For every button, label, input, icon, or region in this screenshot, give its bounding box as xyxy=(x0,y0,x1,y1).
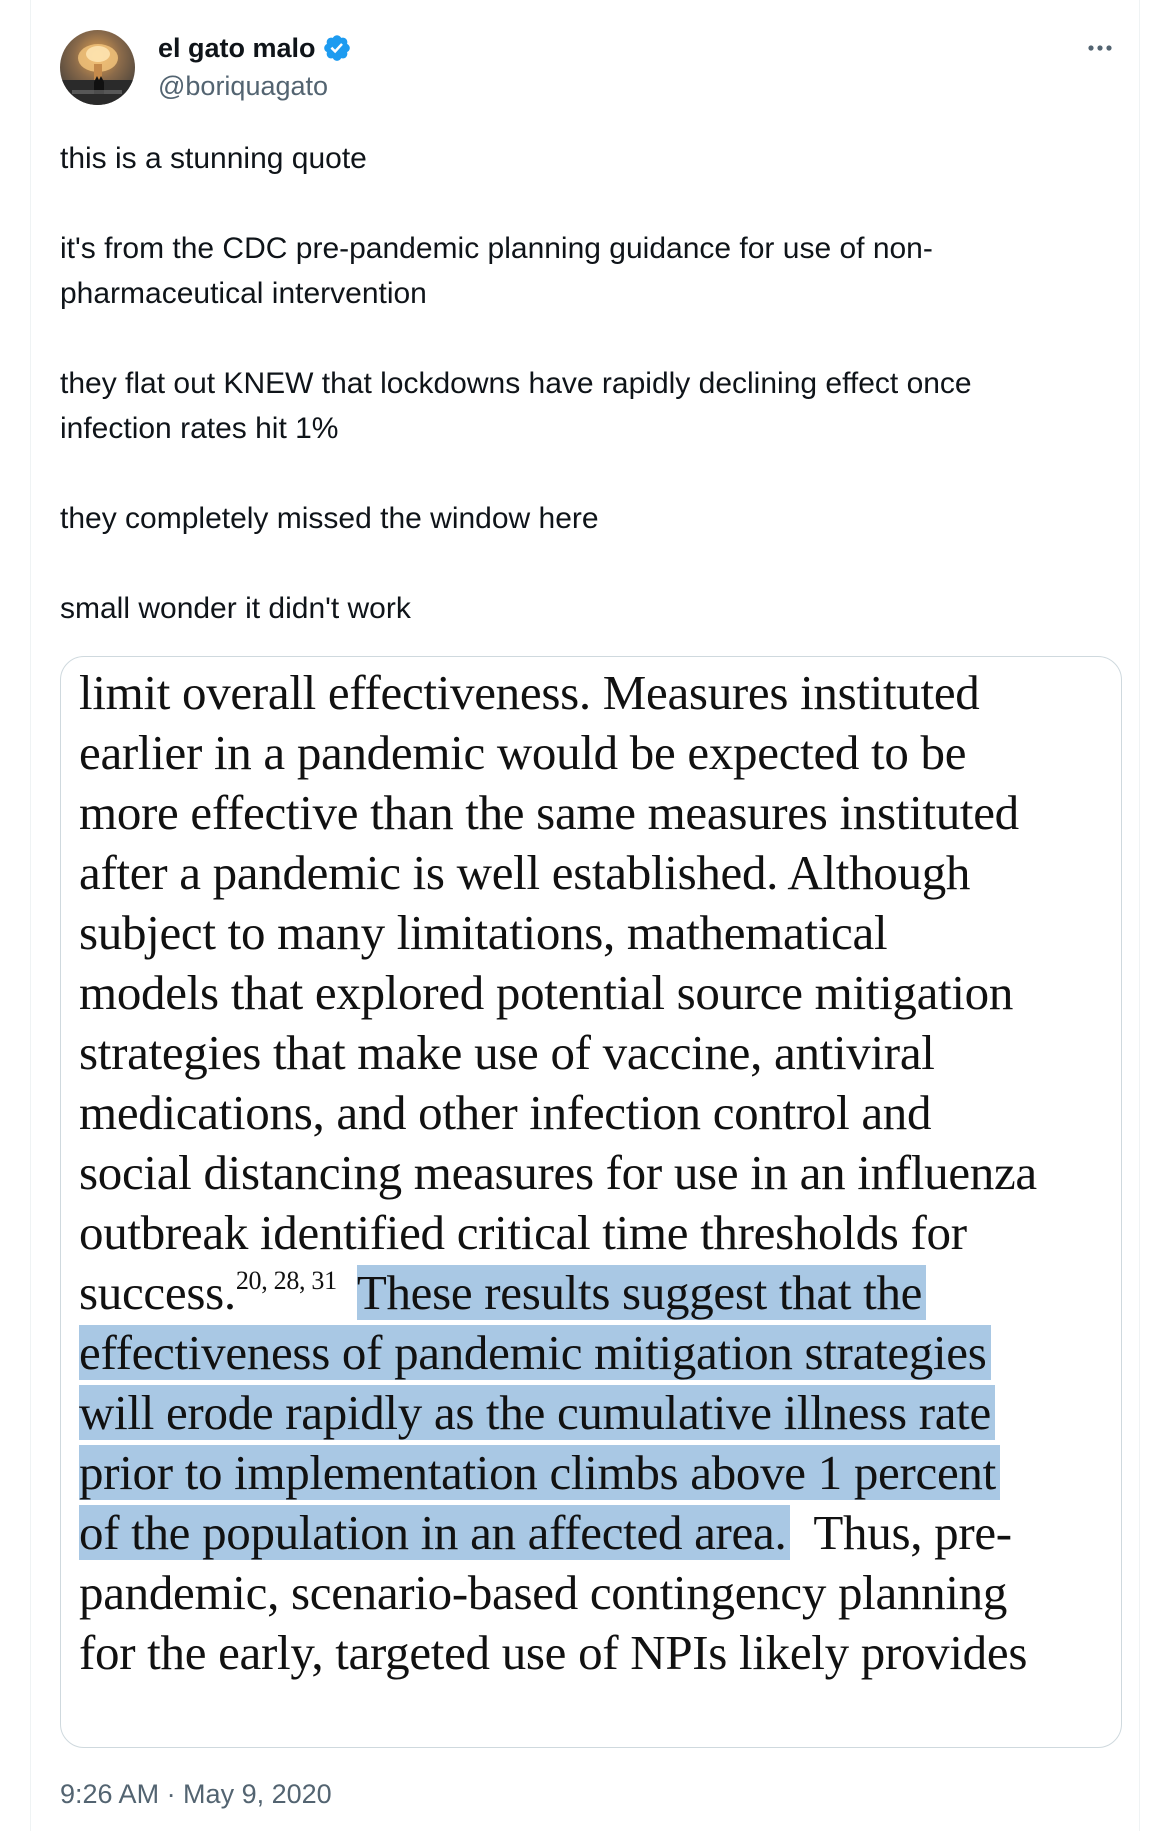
more-options-button[interactable] xyxy=(1082,30,1118,66)
author-name-row[interactable] xyxy=(158,30,352,66)
tweet-paragraph: small wonder it didn't work xyxy=(60,592,411,625)
highlighted-text: effectiveness of pandemic mitigation strategies xyxy=(79,1325,991,1380)
document-line: medications, and other infection control and xyxy=(79,1085,932,1140)
tweet-paragraph: they completely missed the window here xyxy=(60,502,599,535)
document-line: models that explored potential source mitigation xyxy=(79,965,1014,1020)
avatar-image xyxy=(60,30,135,105)
highlighted-line xyxy=(79,1383,1109,1443)
document-line: after a pandemic is well established. Although xyxy=(79,845,971,900)
tweet-paragraph: this is a stunning quote xyxy=(60,142,367,175)
document-line: social distancing measures for use in an influenza xyxy=(79,1145,1037,1200)
cropped-previous-line xyxy=(61,656,1121,659)
document-line: more effective than the same measures instituted xyxy=(79,785,1019,840)
document-line: for the early, targeted use of NPIs likely provides xyxy=(79,1625,1028,1680)
author-display-name[interactable]: el gato malo xyxy=(158,33,316,63)
avatar[interactable] xyxy=(60,30,135,105)
document-line-tail: Thus, pre- xyxy=(790,1505,1012,1560)
document-line: strategies that make use of vaccine, antiviral xyxy=(79,1025,935,1080)
highlighted-line xyxy=(79,1323,1109,1383)
document-excerpt xyxy=(79,663,1109,1683)
tweet-timestamp[interactable]: 9:26 AM · May 9, 2020 xyxy=(60,1779,332,1809)
highlighted-text: will erode rapidly as the cumulative illness rate xyxy=(79,1385,995,1440)
more-horizontal-icon xyxy=(1087,44,1113,52)
document-line: limit overall effectiveness. Measures instituted xyxy=(79,665,980,720)
document-line: subject to many limitations, mathematical xyxy=(79,905,888,960)
citation-superscript: 20, 28, 31 xyxy=(235,1266,337,1295)
highlighted-line xyxy=(79,1503,1109,1563)
tweet-text xyxy=(60,136,1080,631)
citation-prefix: success. xyxy=(79,1265,236,1320)
author-handle[interactable]: @boriquagato xyxy=(158,71,329,101)
verified-badge-icon xyxy=(322,33,352,63)
highlighted-text: of the population in an affected area. xyxy=(79,1505,790,1560)
tweet-media-image[interactable] xyxy=(60,656,1122,1748)
document-line: earlier in a pandemic would be expected to be xyxy=(79,725,967,780)
highlighted-text: These results suggest that the xyxy=(357,1265,926,1320)
highlighted-text: prior to implementation climbs above 1 percent xyxy=(79,1445,1000,1500)
highlighted-line xyxy=(79,1443,1109,1503)
tweet-paragraph: they flat out KNEW that lockdowns have rapidly declining effect once infection rates hit 1% xyxy=(60,367,972,445)
tweet-paragraph: it's from the CDC pre-pandemic planning guidance for use of non-pharmaceutical intervention xyxy=(60,232,933,310)
citation-line xyxy=(79,1263,1109,1323)
document-line: outbreak identified critical time thresholds for xyxy=(79,1205,967,1260)
document-line: pandemic, scenario-based contingency planning xyxy=(79,1565,1008,1620)
